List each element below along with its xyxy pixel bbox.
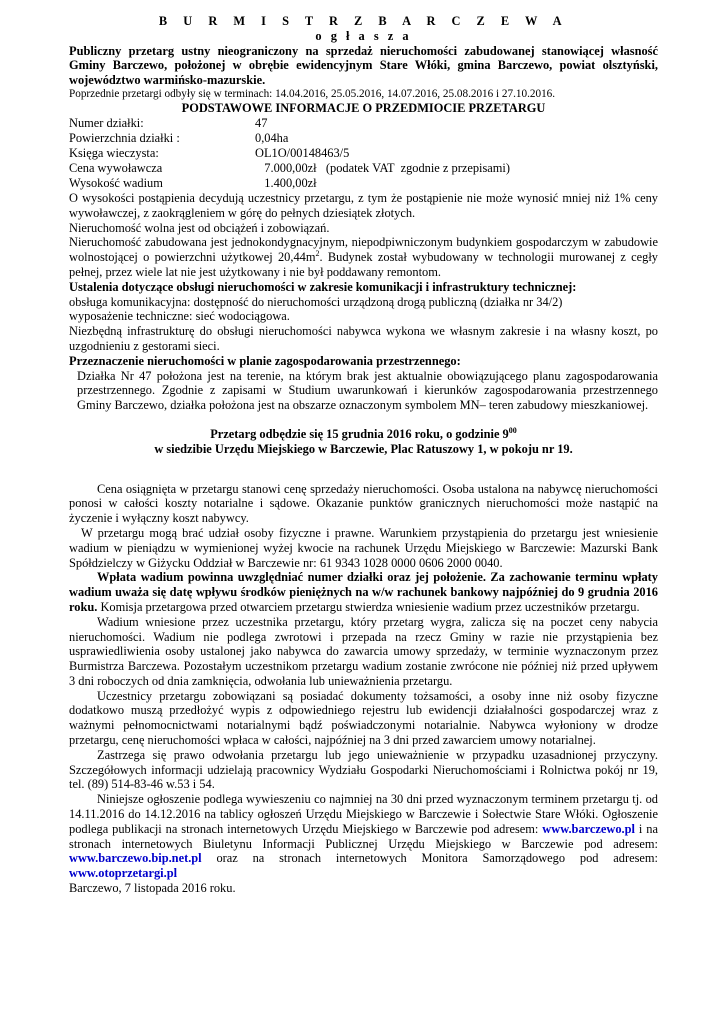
bid-increment-paragraph: O wysokości postąpienia decydują uczestnicy przetargu, z tym że postąpienie nie może wynosić mniej niż 1% ceny wywoławczej, z zaokrągleniem w górę do pełnych dziesiątek złotych.: [69, 190, 658, 220]
link-otoprzetargi[interactable]: www.otoprzetargi.pl: [69, 866, 178, 881]
fact-value: OL1O/00148463/5: [255, 145, 350, 160]
auction-date-line: [69, 427, 658, 442]
deposit-rest-text: Komisja przetargowa przed otwarciem przetargu stwierdza wniesienie wadium przez uczestników przetargu.: [97, 599, 640, 614]
infra-technical: wyposażenie techniczne: sieć wodociągowa.: [69, 309, 290, 324]
section-title: PODSTAWOWE INFORMACJE O PRZEDMIOCIE PRZETARGU: [181, 101, 546, 116]
deposit-bold-text: Wpłata wadium powinna uwzględniać numer działki oraz jej położenie. Za zachowanie terminu wpłaty wadium uważa się datę wpływu środków pieniężnych na w/w rachunek bankowy najpóźniej do 9 grudnia 2016 roku.: [69, 570, 658, 614]
announcement-page: [69, 14, 658, 896]
fact-value: 7.000,00zł (podatek VAT zgodnie z przepisami): [255, 160, 510, 175]
deposit-paragraph: [69, 570, 658, 614]
fact-label: Numer działki:: [69, 115, 144, 130]
table-row: [69, 161, 510, 176]
auction-location-line: w siedzibie Urzędu Miejskiego w Barczewie, Plac Ratuszowy 1, w pokoju nr 19.: [154, 441, 573, 456]
plan-paragraph: Działka Nr 47 położona jest na terenie, na którym brak jest aktualnie obowiązującego planu zagospodarowania przestrzennego. Zgodnie z zapisami w Studium uwarunkowań i kierunków zagospodarowania przestrzennego Gminy Barczewo, działka położona jest na obszarze oznaczonym symbolem MN– teren zabudowy mieszkaniowej.: [77, 368, 658, 413]
auction-date-text: Przetarg odbędzie się 15 grudnia 2016 roku, o godzinie 9: [210, 426, 509, 441]
fact-label: Wysokość wadium: [69, 175, 163, 190]
table-row: [69, 116, 510, 131]
publication-text-a: Niniejsze ogłoszenie podlega wywieszeniu co najmniej na 30 dni przed wyznaczonym terminem przetargu tj. od 14.11.2016 do 14.12.2016 na tablicy ogłoszeń Urzędu Miejskiego w Barczewie i Sołectwie Stare Włóki. Ogłoszenie podlega publikacji na stronach internetowych Urzędu Miejskiego w Barczewie pod adresem:: [69, 792, 658, 836]
publication-text-b: i na stronach internetowych Biuletynu Informacji Publicznej Urzędu Miejskiego w Barczewie pod adresem:: [69, 821, 658, 851]
participants-paragraph: W przetargu mogą brać udział osoby fizyczne i prawne. Warunkiem przystąpienia do przetargu jest wniesienie wadium w pieniądzu w wymienionej wyżej kwocie na rachunek Urzędu Miejskiego w Barczewie: Mazurski Bank Spółdzielczy w Giżycku Oddział w Barczewie nr: 61 9343 1028 0000 0606 2000 0040.: [69, 525, 658, 570]
previous-auctions: Poprzednie przetargi odbyły się w terminach: 14.04.2016, 25.05.2016, 14.07.2016, 25.08.2016 i 27.10.2016.: [69, 87, 556, 100]
building-text-a: Nieruchomość zabudowana jest jednokondygnacyjnym, niepodpiwniczonym budynkiem gospodarczym w zabudowie wolnostojącej o powierzchni użytkowej 20,44m: [69, 235, 658, 265]
publication-text-c: oraz na stronach internetowych Monitora Samorządowego pod adresem:: [201, 851, 658, 866]
table-row: [69, 146, 510, 161]
spacer: [69, 413, 658, 427]
building-superscript: 2: [315, 249, 320, 259]
document-subtitle: o g ł a s z a: [315, 28, 412, 43]
fact-value: 47: [255, 115, 268, 130]
facts-table: [69, 116, 510, 191]
document-title: B U R M I S T R Z B A R C Z E W A: [158, 14, 569, 28]
fact-value: 1.400,00zł: [255, 175, 317, 190]
link-barczewo[interactable]: www.barczewo.pl: [542, 821, 635, 836]
table-row: [69, 176, 510, 191]
documents-paragraph: Uczestnicy przetargu zobowiązani są posiadać dokumenty tożsamości, a osoby inne niż osoby fizyczne dodatkowo muszą przedłożyć wypis z odpowiedniego rejestru lub ewidencji działalności gospodarczej wraz z ważnymi pełnomocnictwami notarialnymi bądź poświadczonymi notarialnie. Nabywca wyłoniony w drodze przetargu, cenę nieruchomości wpłaca w całości, najpóźniej na 3 dni przed zawarciem umowy notarialnej.: [69, 688, 658, 748]
infra-communication: obsługa komunikacyjna: dostępność do nieruchomości urządzoną drogą publiczną (działka nr 34/2): [69, 294, 563, 309]
link-bip[interactable]: www.barczewo.bip.net.pl: [69, 851, 202, 866]
deposit-return-paragraph: Wadium wniesione przez uczestnika przetargu, który przetarg wygra, zalicza się na poczet ceny nabycia nieruchomości. Wadium nie podlega zwrotowi i przepada na rzecz Gminy w razie nie przystąpienia bez usprawiedliwienia osoby ustalonej jako nabywca do zawarcia umowy sprzedaży, w terminie wyznaczonym przez Burmistrza Barczewa. Pozostałym uczestnikom przetargu wadium zostanie zwrócone nie później niż przed upływem 3 dni roboczych od dnia zamknięcia, odwołania lub unieważnienia przetargu.: [69, 614, 658, 688]
price-paragraph: Cena osiągnięta w przetargu stanowi cenę sprzedaży nieruchomości. Osoba ustalona na nabywcę nieruchomości ponosi w całości koszty notarialne i sądowe. Okazanie punktów granicznych nieruchomości może nastąpić na życzenie i wyłączny koszt nabywcy.: [69, 481, 658, 526]
spacer: [69, 471, 658, 482]
fact-value: 0,04ha: [255, 130, 289, 145]
document-date: Barczewo, 7 listopada 2016 roku.: [69, 881, 236, 896]
infra-heading: Ustalenia dotyczące obsługi nieruchomości w zakresie komunikacji i infrastruktury technicznej:: [69, 279, 577, 294]
fact-label: Cena wywoławcza: [69, 160, 163, 175]
plan-heading: Przeznaczenie nieruchomości w planie zagospodarowania przestrzennego:: [69, 353, 461, 368]
fact-label: Księga wieczysta:: [69, 145, 159, 160]
reserve-paragraph: Zastrzega się prawo odwołania przetargu lub jego unieważnienie w przypadku uzasadnionej przyczyny. Szczegółowych informacji udzielają pracownicy Wydziału Gospodarki Nieruchomościami i Rolnictwa pokój nr 19, tel. (89) 514-83-46 w.53 i 54.: [69, 747, 658, 792]
encumbrance-paragraph: Nieruchomość wolna jest od obciążeń i zobowiązań.: [69, 220, 330, 235]
table-row: [69, 131, 510, 146]
infra-note: Niezbędną infrastrukturę do obsługi nieruchomości nabywca wykona we własnym zakresie i na własny koszt, po uzgodnieniu z gestorami sieci.: [69, 324, 658, 353]
building-paragraph: [69, 235, 658, 279]
spacer: [69, 457, 658, 471]
fact-label: Powierzchnia działki :: [69, 130, 180, 145]
building-text-b: . Budynek został wybudowany w technologii murowanej z cegły pełnej, przez wiele lat nie jest użytkowany i nie był poddawany remontom.: [69, 250, 658, 279]
intro-paragraph: Publiczny przetarg ustny nieograniczony na sprzedaż nieruchomości zabudowanej stanowiącej własność Gminy Barczewo, położonej w obrębie ewidencyjnym Stare Włóki, gmina Barczewo, powiat olsztyński, województwo warmińsko-mazurskie.: [69, 43, 658, 88]
auction-time-superscript: 00: [508, 425, 517, 435]
publication-paragraph: [69, 792, 658, 881]
